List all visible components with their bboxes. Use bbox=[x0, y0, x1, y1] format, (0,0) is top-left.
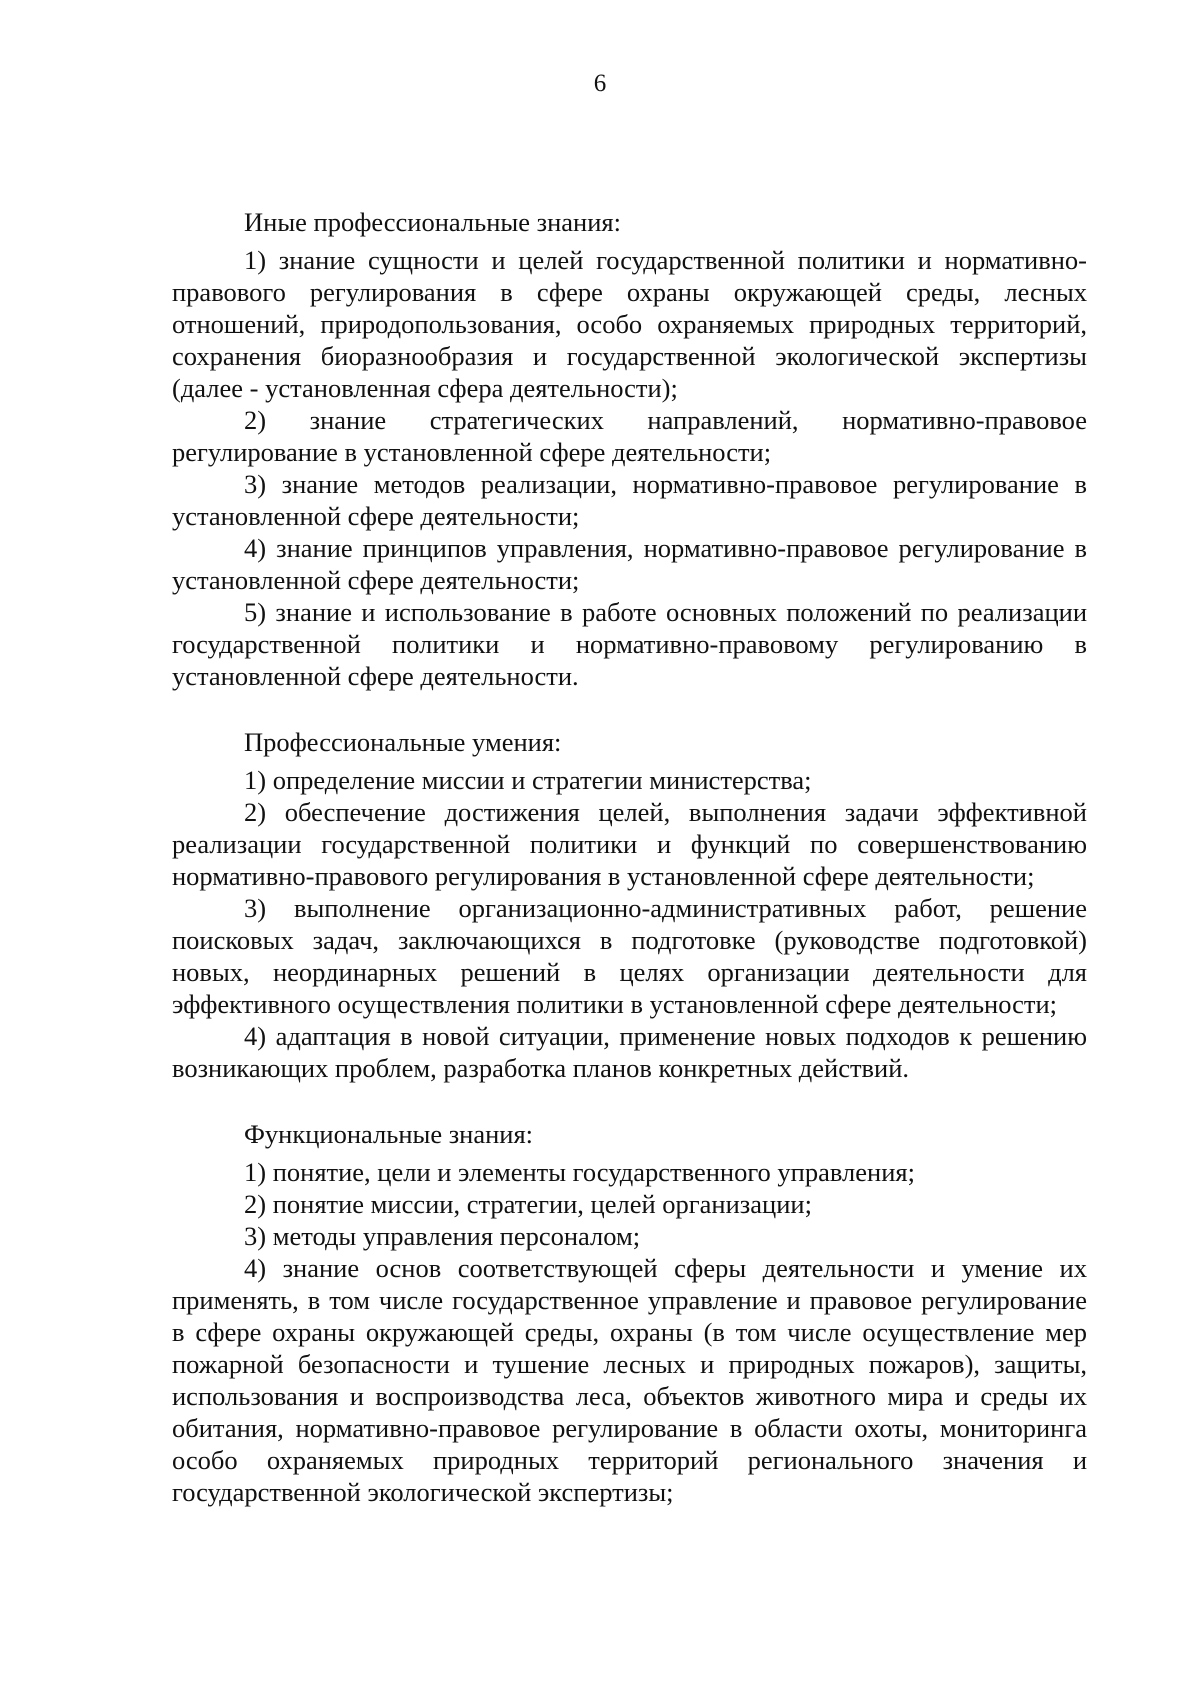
page-number: 6 bbox=[593, 70, 607, 97]
list-item: 3) знание методов реализации, нормативно-правовое регулирование в установленной сфере деятельности; bbox=[172, 469, 1087, 531]
list-item: 3) выполнение организационно-административных работ, решение поисковых задач, заключающихся в подготовке (руководстве подготовкой) новых, неординарных решений в целях организации деятельности для эффективного осуществления политики в установленной сфере деятельности; bbox=[172, 893, 1087, 1019]
list-item: 2) знание стратегических направлений, нормативно-правовое регулирование в установленной сфере деятельности; bbox=[172, 405, 1087, 467]
list-item: 4) знание основ соответствующей сферы деятельности и умение их применять, в том числе государственное управление и правовое регулирование в сфере охраны окружающей среды, охраны (в том числе осуществление мер пожарной безопасности и тушение лесных и природных пожаров), защиты, использования и воспроизводства леса, объектов животного мира и среды их обитания, нормативно-правовое регулирование в области охоты, мониторинга особо охраняемых природных территорий регионального значения и государственной экологической экспертизы; bbox=[172, 1253, 1087, 1507]
section-other-professional-knowledge bbox=[172, 206, 1087, 692]
list-item: 1) определение миссии и стратегии министерства; bbox=[244, 765, 812, 795]
section-heading: Профессиональные умения: bbox=[244, 727, 562, 757]
section-heading: Иные профессиональные знания: bbox=[244, 207, 621, 237]
document-body bbox=[172, 206, 1087, 1508]
list-item: 5) знание и использование в работе основных положений по реализации государственной политики и нормативно-правовому регулированию в установленной сфере деятельности. bbox=[172, 597, 1087, 691]
list-item: 2) понятие миссии, стратегии, целей организации; bbox=[244, 1189, 812, 1219]
list-item: 1) знание сущности и целей государственной политики и нормативно-правового регулирования в сфере охраны окружающей среды, лесных отношений, природопользования, особо охраняемых природных территорий, сохранения биоразнообразия и государственной экологической экспертизы (далее - установленная сфера деятельности); bbox=[172, 245, 1087, 403]
list-item: 4) знание принципов управления, нормативно-правовое регулирование в установленной сфере деятельности; bbox=[172, 533, 1087, 595]
list-item: 4) адаптация в новой ситуации, применение новых подходов к решению возникающих проблем, разработка планов конкретных действий. bbox=[172, 1021, 1087, 1083]
section-functional-knowledge bbox=[172, 1118, 1087, 1508]
list-item: 3) методы управления персоналом; bbox=[244, 1221, 641, 1251]
list-item: 1) понятие, цели и элементы государственного управления; bbox=[244, 1157, 915, 1187]
list-item: 2) обеспечение достижения целей, выполнения задачи эффективной реализации государственной политики и функций по совершенствованию нормативно-правового регулирования в установленной сфере деятельности; bbox=[172, 797, 1087, 891]
section-heading: Функциональные знания: bbox=[244, 1119, 534, 1149]
section-professional-skills bbox=[172, 726, 1087, 1084]
